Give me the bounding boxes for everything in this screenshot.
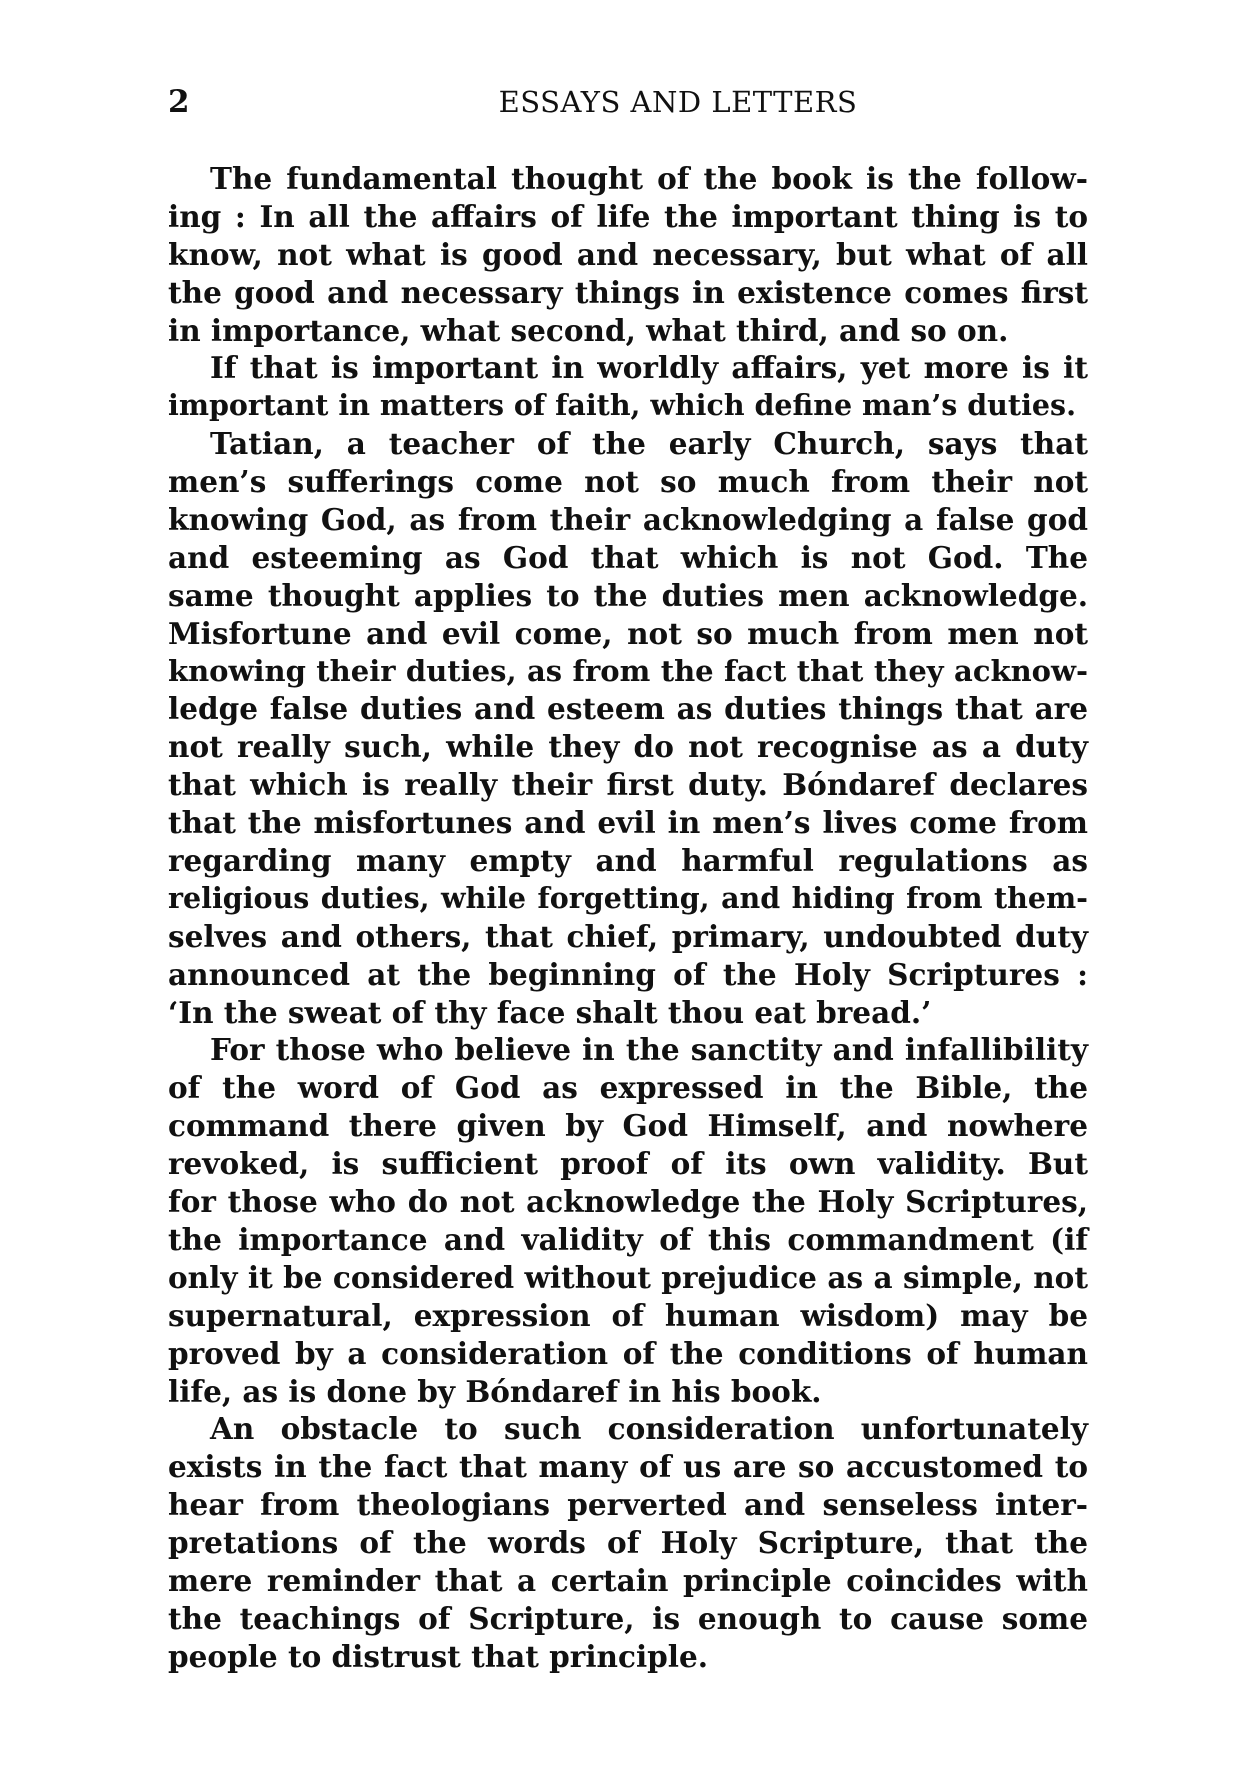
- paragraph: [168, 349, 1088, 425]
- text-line: that which is really their first duty. Bóndaref declares: [168, 767, 1088, 803]
- text-line: ‘In the sweat of thy face shalt thou eat bread.’: [168, 994, 932, 1030]
- text-line: pretations of the words of Holy Scripture, that the: [168, 1525, 1088, 1561]
- text-line: important in matters of faith, which define man’s duties.: [168, 388, 1076, 423]
- text-line: the importance and validity of this commandment (if: [168, 1221, 1088, 1257]
- paragraph: [168, 1410, 1088, 1675]
- text-line: know, not what is good and necessary, but what of all: [168, 236, 1088, 272]
- text-line: supernatural, expression of human wisdom) may be: [168, 1297, 1088, 1333]
- text-line: revoked, is sufficient proof of its own validity. But: [168, 1146, 1088, 1182]
- text-line: people to distrust that principle.: [168, 1638, 709, 1674]
- text-line: religious duties, while forgetting, and hiding from them-: [168, 880, 1088, 915]
- text-line: same thought applies to the duties men acknowledge.: [168, 577, 1088, 613]
- text-line: the teachings of Scripture, is enough to cause some: [168, 1600, 1088, 1636]
- text-line: proved by a consideration of the conditions of human: [168, 1335, 1088, 1371]
- text-line: An obstacle to such consideration unfortunately: [210, 1411, 1088, 1447]
- text-line: life, as is done by Bóndaref in his book.: [168, 1373, 822, 1409]
- text-line: Tatian, a teacher of the early Church, says that: [210, 426, 1088, 462]
- text-line: knowing their duties, as from the fact that they acknow-: [168, 653, 1088, 688]
- text-line: knowing God, as from their acknowledging a false god: [168, 502, 1088, 538]
- paragraph: [168, 1031, 1088, 1410]
- text-line: only it be considered without prejudice as a simple, not: [168, 1259, 1088, 1295]
- text-line: The fundamental thought of the book is the follow-: [210, 161, 1088, 196]
- paragraph: [168, 160, 1088, 349]
- page-number: 2: [168, 84, 190, 120]
- text-line: command there given by God Himself, and nowhere: [168, 1108, 1088, 1144]
- text-line: not really such, while they do not recognise as a duty: [168, 729, 1088, 765]
- paragraph: [168, 425, 1088, 1031]
- text-line: For those who believe in the sanctity and infallibility: [210, 1032, 1088, 1068]
- text-line: for those who do not acknowledge the Holy Scriptures,: [168, 1184, 1088, 1220]
- text-line: the good and necessary things in existence comes first: [168, 274, 1088, 310]
- text-line: men’s sufferings come not so much from their not: [168, 464, 1088, 500]
- text-line: mere reminder that a certain principle coincides with: [168, 1562, 1088, 1598]
- text-line: in importance, what second, what third, and so on.: [168, 312, 1009, 348]
- body-text: [168, 160, 1088, 1676]
- text-line: regarding many empty and harmful regulations as: [168, 843, 1088, 879]
- text-line: If that is important in worldly affairs, yet more is it: [210, 350, 1088, 386]
- running-title: ESSAYS AND LETTERS: [498, 85, 858, 119]
- text-line: hear from theologians perverted and senseless inter-: [168, 1487, 1088, 1523]
- running-head: [168, 82, 1088, 132]
- text-line: announced at the beginning of the Holy Scriptures :: [168, 956, 1088, 992]
- text-line: selves and others, that chief, primary, undoubted duty: [168, 918, 1088, 954]
- text-line: exists in the fact that many of us are so accustomed to: [168, 1449, 1088, 1485]
- text-line: Misfortune and evil come, not so much from men not: [168, 615, 1088, 651]
- text-line: of the word of God as expressed in the Bible, the: [168, 1070, 1088, 1106]
- text-line: ing : In all the affairs of life the important thing is to: [168, 198, 1088, 234]
- text-line: that the misfortunes and evil in men’s lives come from: [168, 805, 1088, 841]
- text-line: and esteeming as God that which is not God. The: [168, 539, 1088, 575]
- text-line: ledge false duties and esteem as duties things that are: [168, 691, 1088, 727]
